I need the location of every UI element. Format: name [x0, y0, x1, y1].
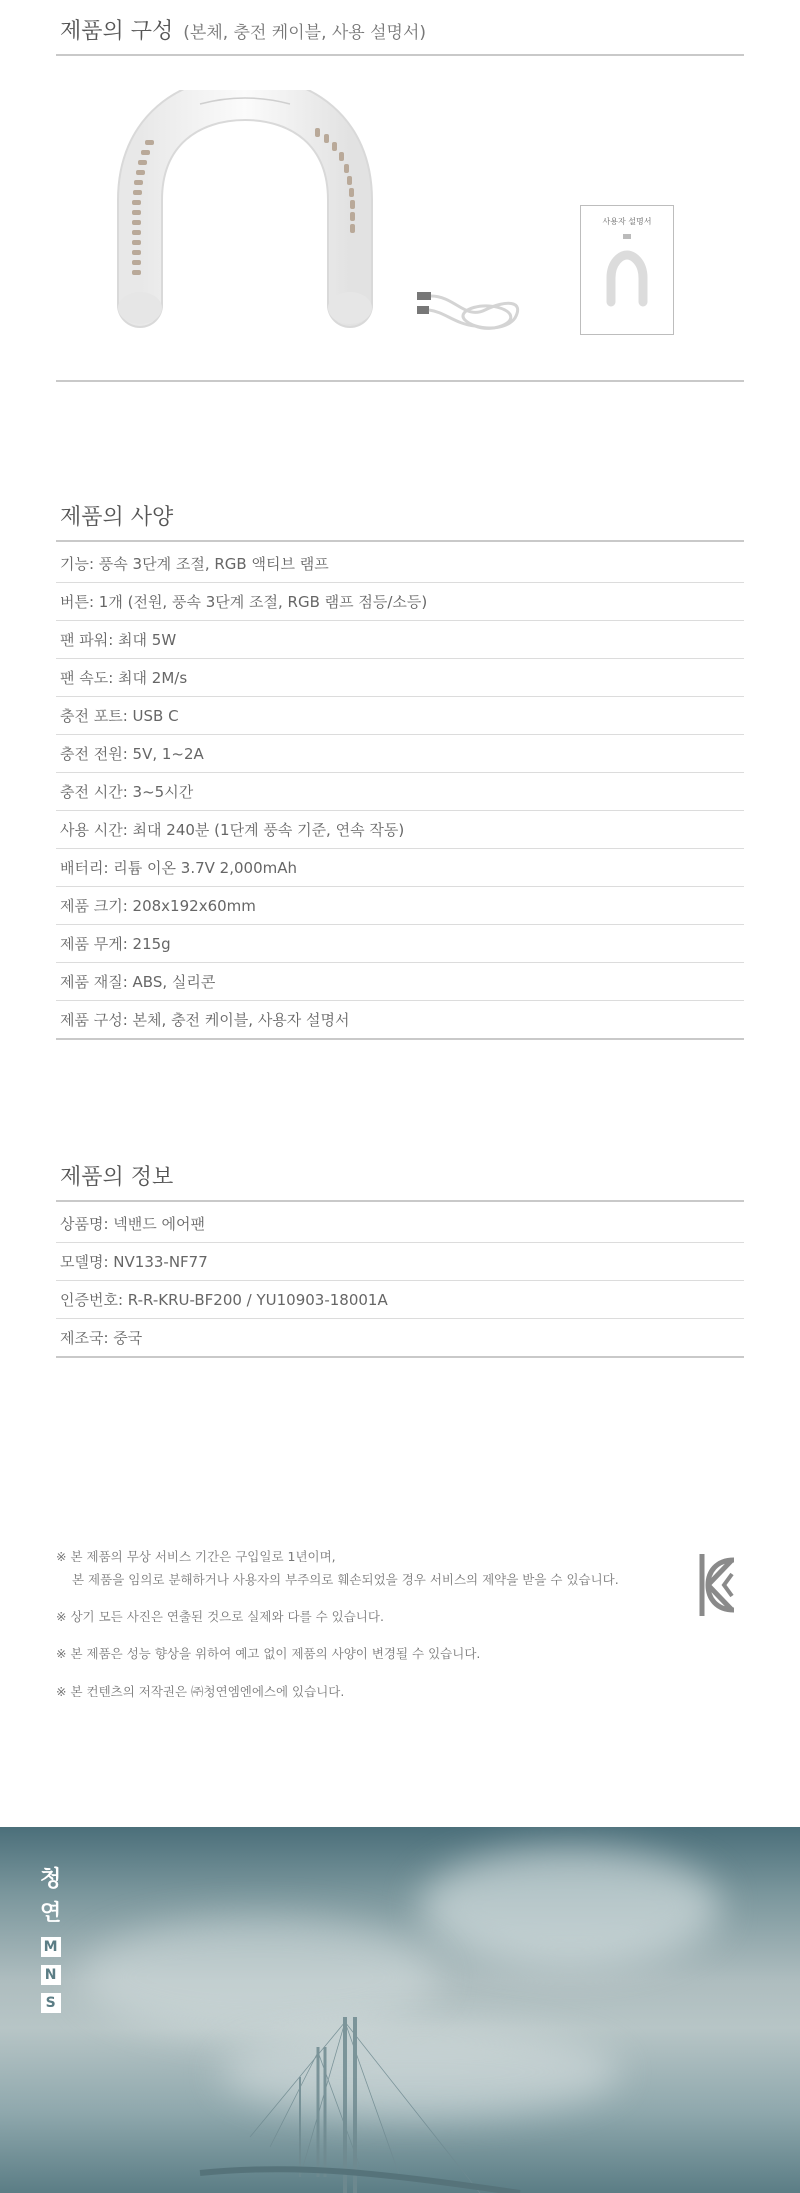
brand-banner — [0, 1827, 800, 2193]
manual-fan-thumbnail — [599, 250, 655, 310]
spec-row: 충전 포트: USB C — [56, 697, 744, 735]
note-warranty-line1: ※ 본 제품의 무상 서비스 기간은 구입일로 1년이며, — [56, 1549, 336, 1564]
manual-logo — [623, 234, 631, 239]
info-top-rule — [56, 1200, 744, 1202]
brand-logo — [40, 1865, 61, 2013]
charging-cable-image — [415, 280, 535, 340]
composition-title — [60, 14, 426, 45]
composition-bottom-rule — [56, 380, 744, 382]
specs-list — [56, 545, 744, 1040]
spec-row: 팬 파워: 최대 5W — [56, 621, 744, 659]
spec-row: 사용 시간: 최대 240분 (1단계 풍속 기준, 연속 작동) — [56, 811, 744, 849]
specs-title: 제품의 사양 — [60, 505, 174, 530]
spec-row: 팬 속도: 최대 2M/s — [56, 659, 744, 697]
info-row: 모델명: NV133-NF77 — [56, 1243, 744, 1281]
info-list — [56, 1205, 744, 1358]
user-manual-image — [580, 205, 674, 335]
info-title: 제품의 정보 — [60, 1165, 174, 1190]
info-row: 상품명: 넥밴드 에어팬 — [56, 1205, 744, 1243]
composition-subtitle: (본체, 충전 케이블, 사용 설명서) — [183, 23, 427, 43]
spec-row: 제품 크기: 208x192x60mm — [56, 887, 744, 925]
spec-row: 제품 구성: 본체, 충전 케이블, 사용자 설명서 — [56, 1001, 744, 1040]
spec-row: 충전 시간: 3~5시간 — [56, 773, 744, 811]
spec-row: 배터리: 리튬 이온 3.7V 2,000mAh — [56, 849, 744, 887]
spec-row: 제품 재질: ABS, 실리콘 — [56, 963, 744, 1001]
spec-row: 충전 전원: 5V, 1~2A — [56, 735, 744, 773]
manual-label: 사용자 설명서 — [602, 217, 652, 226]
brand-char-2: 연 — [40, 1901, 62, 1926]
spec-row: 버튼: 1개 (전원, 풍속 3단계 조절, RGB 램프 점등/소등) — [56, 583, 744, 621]
brand-char-1: 청 — [40, 1867, 62, 1892]
kc-certification-mark — [694, 1550, 740, 1620]
brand-box-m: M — [41, 1937, 61, 1957]
neckband-fan-image — [100, 90, 390, 340]
info-row: 인증번호: R-R-KRU-BF200 / YU10903-18001A — [56, 1281, 744, 1319]
bridge-image — [0, 1977, 800, 2193]
brand-box-n: N — [41, 1965, 61, 1985]
banner-cloud — [420, 1847, 720, 1967]
brand-box-s: S — [41, 1993, 61, 2013]
note-specs-change: ※ 본 제품은 성능 향상을 위하여 예고 없이 제품의 사양이 변경될 수 있습니다. — [56, 1646, 481, 1661]
note-copyright: ※ 본 컨텐츠의 저작권은 ㈜청연엠엔에스에 있습니다. — [56, 1684, 345, 1699]
note-photos: ※ 상기 모든 사진은 연출된 것으로 실제와 다를 수 있습니다. — [56, 1609, 384, 1624]
note-warranty-line2: 본 제품을 임의로 분해하거나 사용자의 부주의로 훼손되었을 경우 서비스의 제약을 받을 수 있습니다. — [72, 1572, 619, 1587]
composition-title-text: 제품의 구성 — [60, 19, 174, 44]
specs-top-rule — [56, 540, 744, 542]
info-row: 제조국: 중국 — [56, 1319, 744, 1358]
spec-row: 제품 무게: 215g — [56, 925, 744, 963]
composition-top-rule — [56, 54, 744, 56]
spec-row: 기능: 풍속 3단계 조절, RGB 액티브 램프 — [56, 545, 744, 583]
